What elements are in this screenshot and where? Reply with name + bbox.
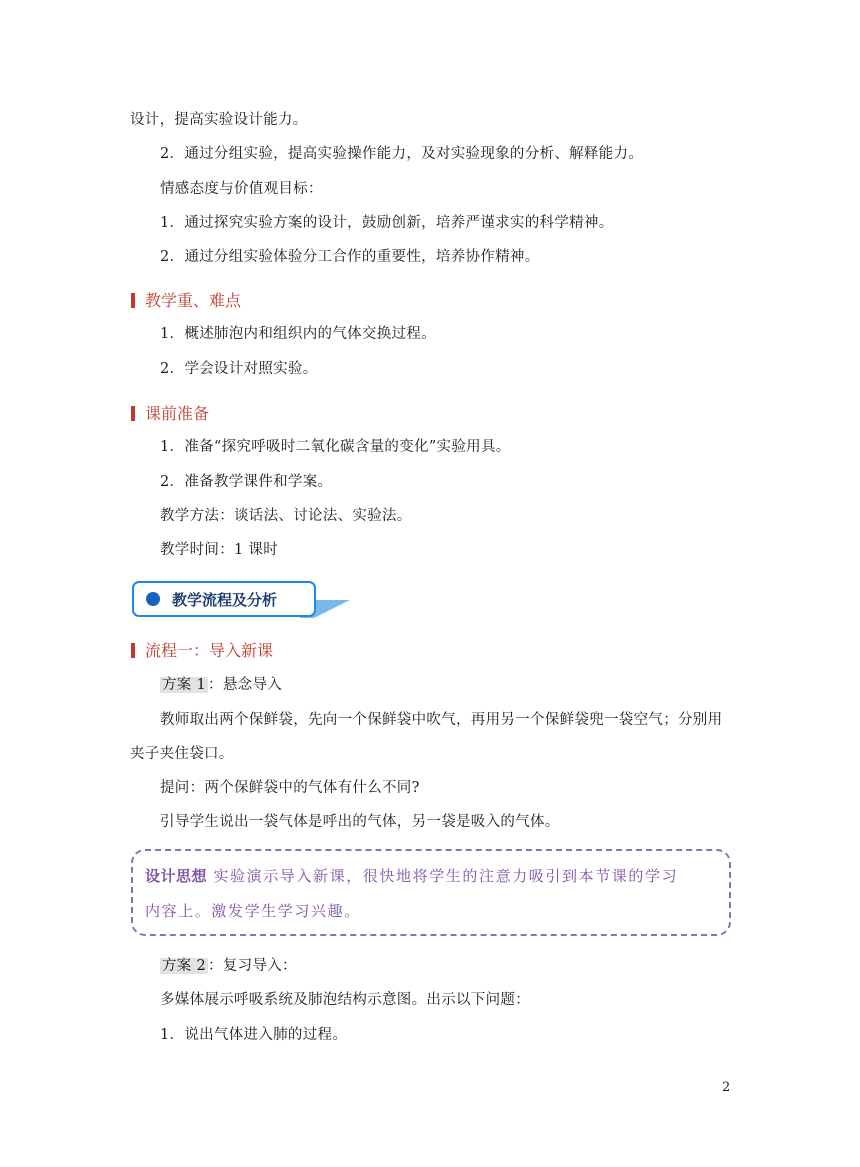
paragraph: 教师取出两个保鲜袋，先向一个保鲜袋中吹气，再用另一个保鲜袋兜一袋空气；分别用 <box>160 712 723 728</box>
paragraph: 2．通过分组实验，提高实验操作能力，及对实验现象的分析、解释能力。 <box>160 146 644 162</box>
plan-tag: 方案 2 <box>162 958 207 974</box>
paragraph: 情感态度与价值观目标： <box>160 181 323 197</box>
list-item: 2．准备教学课件和学案。 <box>160 474 333 490</box>
bullet-dot-icon <box>146 592 160 606</box>
paragraph: 多媒体展示呼吸系统及肺泡结构示意图。出示以下问题： <box>160 992 530 1008</box>
design-thought-title: 设计思想 <box>145 867 208 885</box>
paragraph: 2．通过分组实验体验分工合作的重要性，培养协作精神。 <box>160 249 540 265</box>
paragraph: 1．通过探究实验方案的设计，鼓励创新，培养严谨求实的科学精神。 <box>160 215 614 231</box>
design-thought-box <box>131 849 731 936</box>
heading-preparation <box>131 403 209 425</box>
plan-tag: 方案 1 <box>162 677 207 693</box>
page-number: 2 <box>722 1080 731 1095</box>
section-banner-label: 教学流程及分析 <box>172 591 278 609</box>
plan-title <box>160 956 297 976</box>
heading-label: 教学重、难点 <box>145 291 242 310</box>
paragraph: 提问：两个保鲜袋中的气体有什么不同? <box>160 780 420 796</box>
paragraph: 教学方法：谈话法、讨论法、实验法。 <box>160 508 412 524</box>
heading-bar-icon <box>131 406 135 421</box>
list-item: 1．准备“探究呼吸时二氧化碳含量的变化”实验用具。 <box>160 439 511 455</box>
paragraph: 夹子夹住袋口。 <box>130 746 234 762</box>
heading-bar-icon <box>131 293 135 308</box>
list-item: 1．说出气体进入肺的过程。 <box>160 1027 348 1043</box>
paragraph: 教学时间：1 课时 <box>160 542 279 558</box>
heading-key-points <box>131 290 241 312</box>
plan-title-text: ：悬念导入 <box>208 677 283 693</box>
section-banner <box>132 581 316 617</box>
heading-bar-icon <box>131 643 135 658</box>
plan-title <box>160 675 282 695</box>
heading-label: 流程一：导入新课 <box>145 641 274 660</box>
list-item: 2．学会设计对照实验。 <box>160 361 318 377</box>
list-item: 1．概述肺泡内和组织内的气体交换过程。 <box>160 326 436 342</box>
design-thought-line <box>145 866 678 886</box>
heading-label: 课前准备 <box>145 404 210 423</box>
paragraph: 设计，提高实验设计能力。 <box>130 112 308 128</box>
design-thought-text: 实验演示导入新课，很快地将学生的注意力吸引到本节课的学习 <box>213 867 679 885</box>
heading-flow1 <box>131 640 273 662</box>
paragraph: 引导学生说出一袋气体是呼出的气体，另一袋是吸入的气体。 <box>160 814 560 830</box>
design-thought-line: 内容上。激发学生学习兴趣。 <box>145 902 361 920</box>
plan-title-text: ：复习导入： <box>208 958 297 974</box>
